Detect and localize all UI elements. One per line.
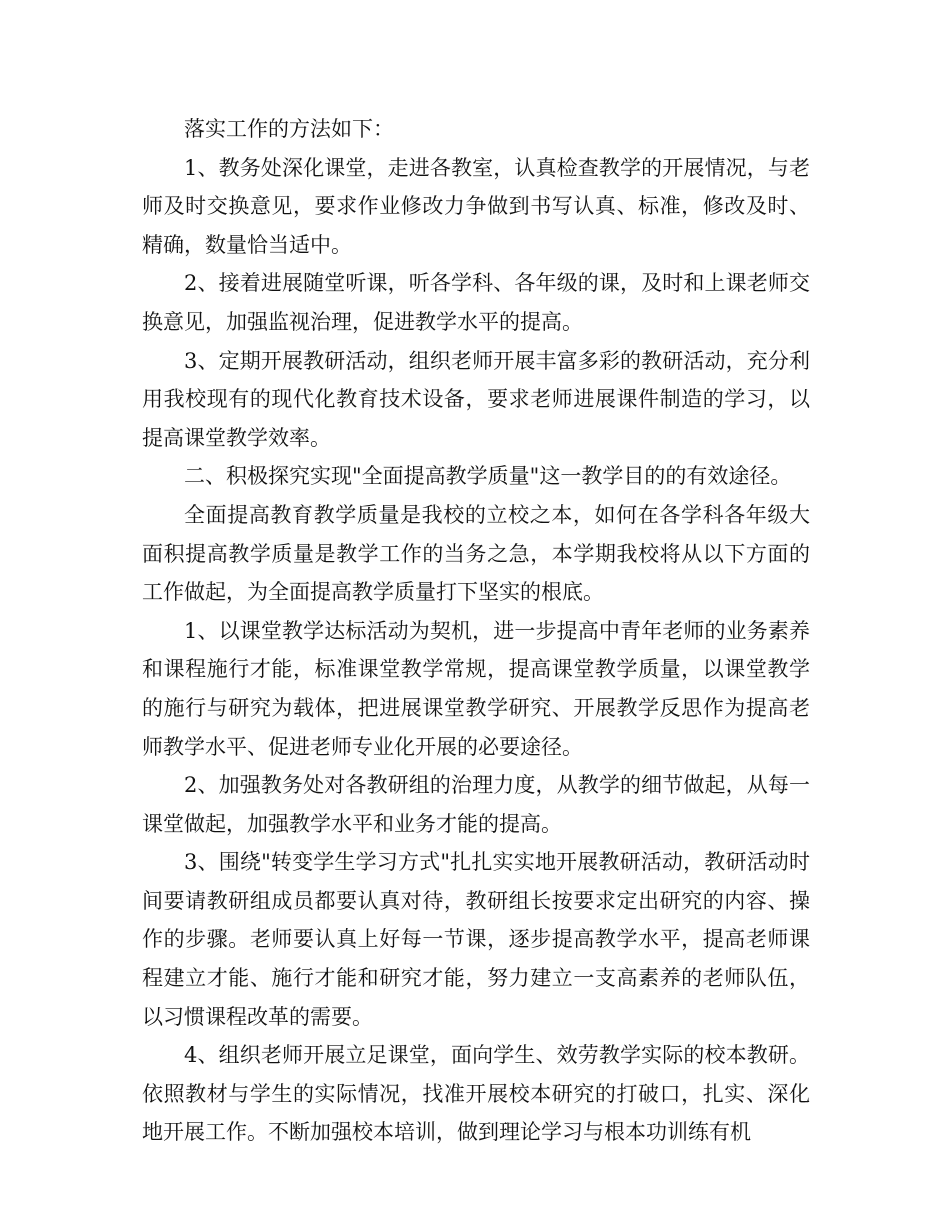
- document-body: [142, 110, 810, 1152]
- paragraph-section-item-1: 1、以课堂教学达标活动为契机，进一步提高中青年老师的业务素养和课程施行才能，标准课堂教学常规，提高课堂教学质量，以课堂教学的施行与研究为载体，把进展课堂教学研究、开展教学反思作为提高老师教学水平、促进老师专业化开展的必要途径。: [142, 618, 810, 759]
- paragraph-section-intro: 全面提高教育教学质量是我校的立校之本，如何在各学科各年级大面积提高教学质量是教学工作的当务之急，本学期我校将从以下方面的工作做起，为全面提高教学质量打下坚实的根底。: [142, 502, 810, 605]
- paragraph-item-3: 3、定期开展教研活动，组织老师开展丰富多彩的教研活动，充分利用我校现有的现代化教育技术设备，要求老师进展课件制造的学习，以提高课堂教学效率。: [142, 348, 810, 450]
- paragraph-item-2: 2、接着进展随堂听课，听各学科、各年级的课，及时和上课老师交换意见，加强监视治理，促进教学水平的提高。: [142, 271, 810, 334]
- paragraph-intro: 落实工作的方法如下：: [184, 117, 394, 141]
- paragraph-section-item-3: 3、围绕"转变学生学习方式"扎扎实实地开展教研活动，教研活动时间要请教研组成员都要认真对待，教研组长按要求定出研究的内容、操作的步骤。老师要认真上好每一节课，逐步提高教学水平，提高老师课程建立才能、施行才能和研究才能，努力建立一支高素养的老师队伍，以习惯课程改革的需要。: [142, 850, 810, 1029]
- paragraph-item-1: 1、教务处深化课堂，走进各教室，认真检查教学的开展情况，与老师及时交换意见，要求作业修改力争做到书写认真、标准，修改及时、精确，数量恰当适中。: [142, 155, 810, 257]
- paragraph-section-item-2: 2、加强教务处对各教研组的治理力度，从教学的细节做起，从每一课堂做起，加强教学水平和业务才能的提高。: [142, 773, 810, 836]
- section-heading-2: 二、积极探究实现"全面提高教学质量"这一教学目的的有效途径。: [184, 464, 792, 489]
- paragraph-section-item-4: 4、组织老师开展立足课堂，面向学生、效劳教学实际的校本教研。依照教材与学生的实际情况，找准开展校本研究的打破口，扎实、深化地开展工作。不断加强校本培训，做到理论学习与根本功训练有机: [142, 1043, 810, 1145]
